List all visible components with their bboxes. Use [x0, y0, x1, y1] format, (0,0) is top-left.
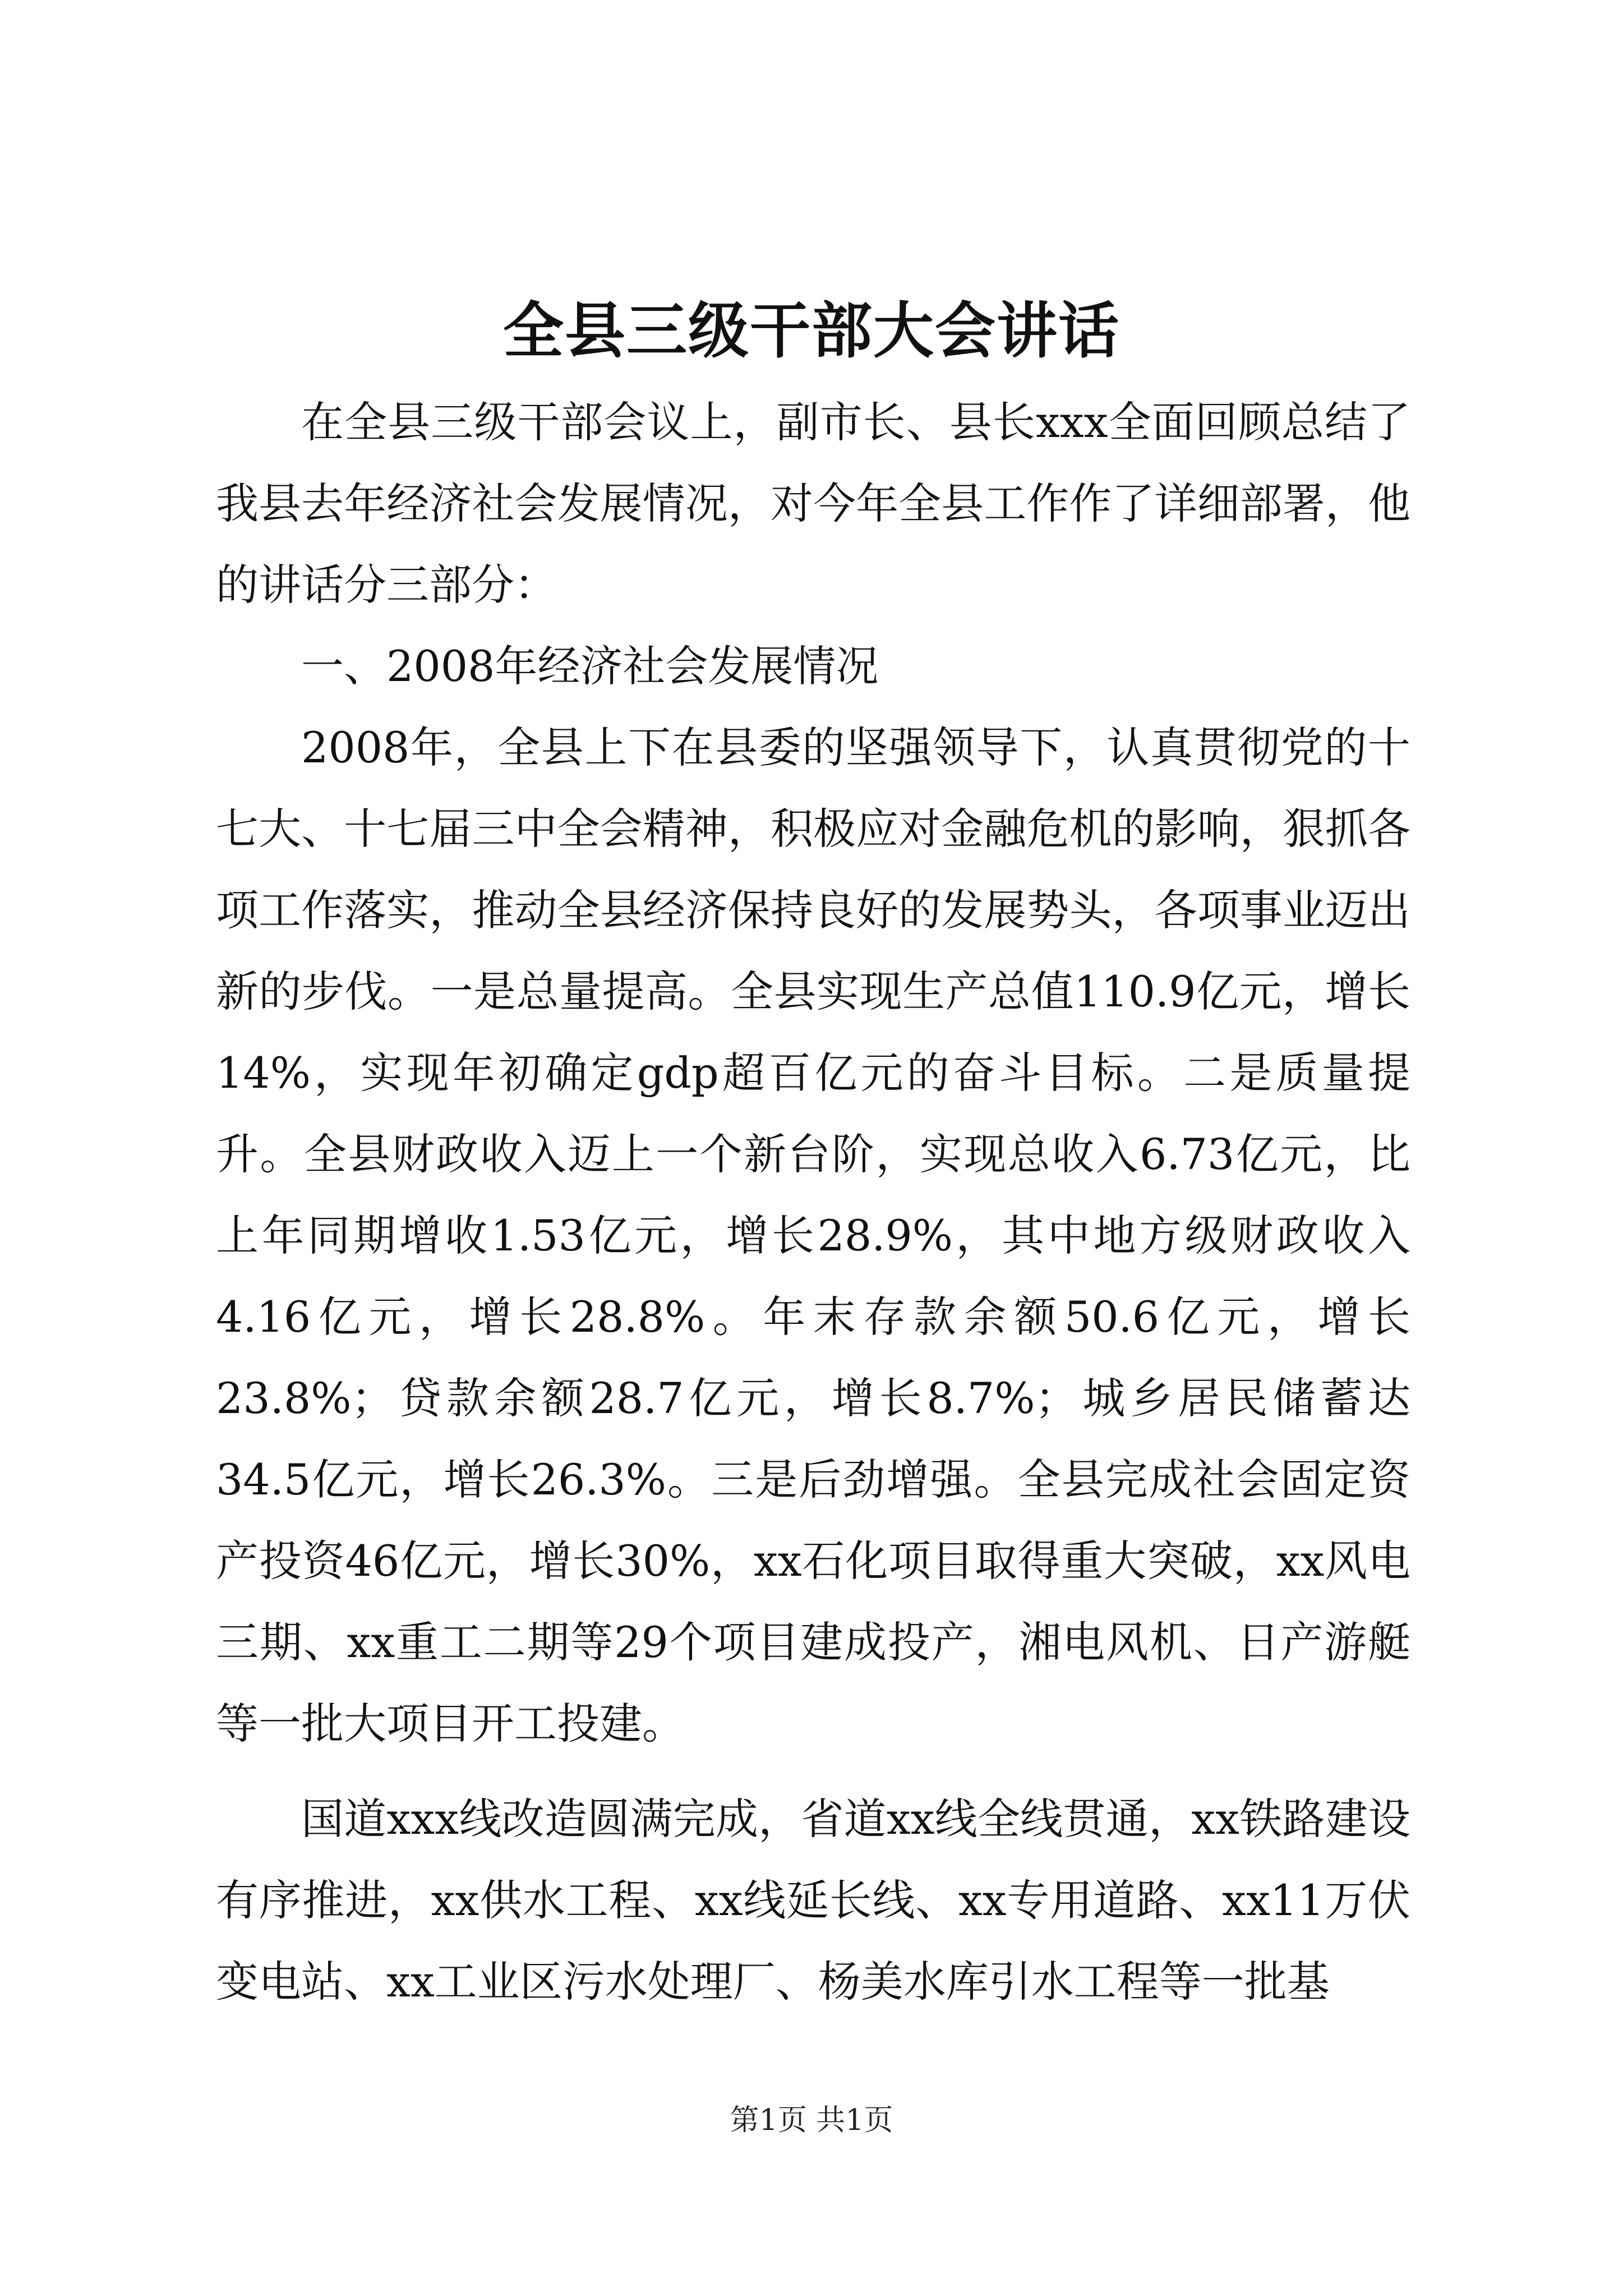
document-title: 全县三级干部大会讲话	[502, 296, 1120, 366]
paragraph-2008-summary: 2008年，全县上下在县委的坚强领导下，认真贯彻党的十七大、十七届三中全会精神，积极应对金融危机的影响，狠抓各项工作落实，推动全县经济保持良好的发展势头，各项事业迈出新的步伐。一是总量提高。全县实现生产总值110.9亿元，增长14%，实现年初确定gdp超百亿元的奋斗目标。二是质量提升。全县财政收入迈上一个新台阶，实现总收入6.73亿元，比上年同期增收1.53亿元，增长28.9%，其中地方级财政收入4.16亿元，增长28.8%。年末存款余额50.6亿元，增长23.8%；贷款余额28.7亿元，增长8.7%；城乡居民储蓄达34.5亿元，增长26.3%。三是后劲增强。全县完成社会固定资产投资46亿元，增长30%，xx石化项目取得重大突破，xx风电三期、xx重工二期等29个项目建成投产，湘电风机、日产游艇等一批大项目开工投建。	[216, 723, 1410, 1749]
section-heading: 一、2008年经济社会发展情况	[301, 641, 879, 691]
paragraph-intro: 在全县三级干部会议上，副市长、县长xxx全面回顾总结了我县去年经济社会发展情况，对今年全县工作作了详细部署，他的讲话分三部分：	[216, 397, 1410, 610]
page-number-footer: 第1页 共1页	[730, 2104, 893, 2137]
paragraph-infrastructure: 国道xxx线改造圆满完成，省道xx线全线贯通，xx铁路建设有序推进，xx供水工程、xx线延长线、xx专用道路、xx11万伏变电站、xx工业区污水处理厂、杨美水库引水工程等一批基	[216, 1794, 1410, 2007]
document-body	[216, 381, 1410, 2022]
